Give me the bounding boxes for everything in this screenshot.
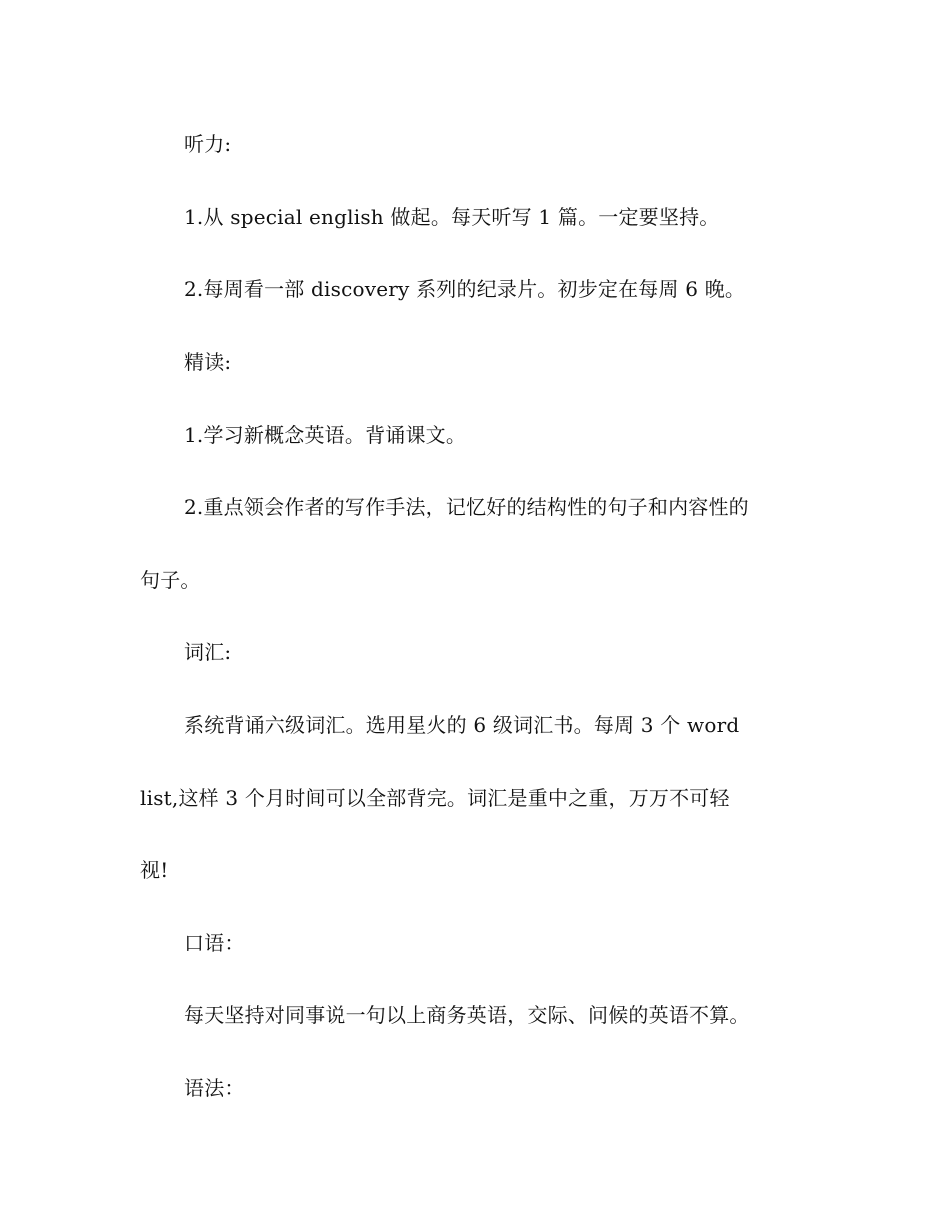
heading-vocabulary: 词汇: (184, 640, 232, 664)
vocabulary-paragraph-line-1: 系统背诵六级词汇。选用星火的 6 级词汇书。每周 3 个 word (184, 713, 740, 737)
reading-item-1: 1.学习新概念英语。背诵课文。 (184, 423, 467, 447)
vocabulary-paragraph-line-2: list,这样 3 个月时间可以全部背完。词汇是重中之重，万万不可轻 (140, 786, 730, 810)
listening-item-1: 1.从 special english 做起。每天听写 1 篇。一定要坚持。 (184, 205, 720, 229)
heading-intensive-reading: 精读: (184, 350, 232, 374)
heading-grammar: 语法： (184, 1076, 245, 1100)
speaking-paragraph: 每天坚持对同事说一句以上商务英语，交际、问候的英语不算。 (184, 1003, 750, 1027)
vocabulary-paragraph-line-3: 视! (140, 858, 169, 882)
heading-listening: 听力: (184, 132, 232, 156)
reading-item-2-line-2: 句子。 (140, 568, 201, 592)
reading-item-2-line-1: 2.重点领会作者的写作手法，记忆好的结构性的句子和内容性的 (184, 495, 749, 519)
listening-item-2: 2.每周看一部 discovery 系列的纪录片。初步定在每周 6 晚。 (184, 277, 746, 301)
heading-speaking: 口语： (184, 931, 245, 955)
